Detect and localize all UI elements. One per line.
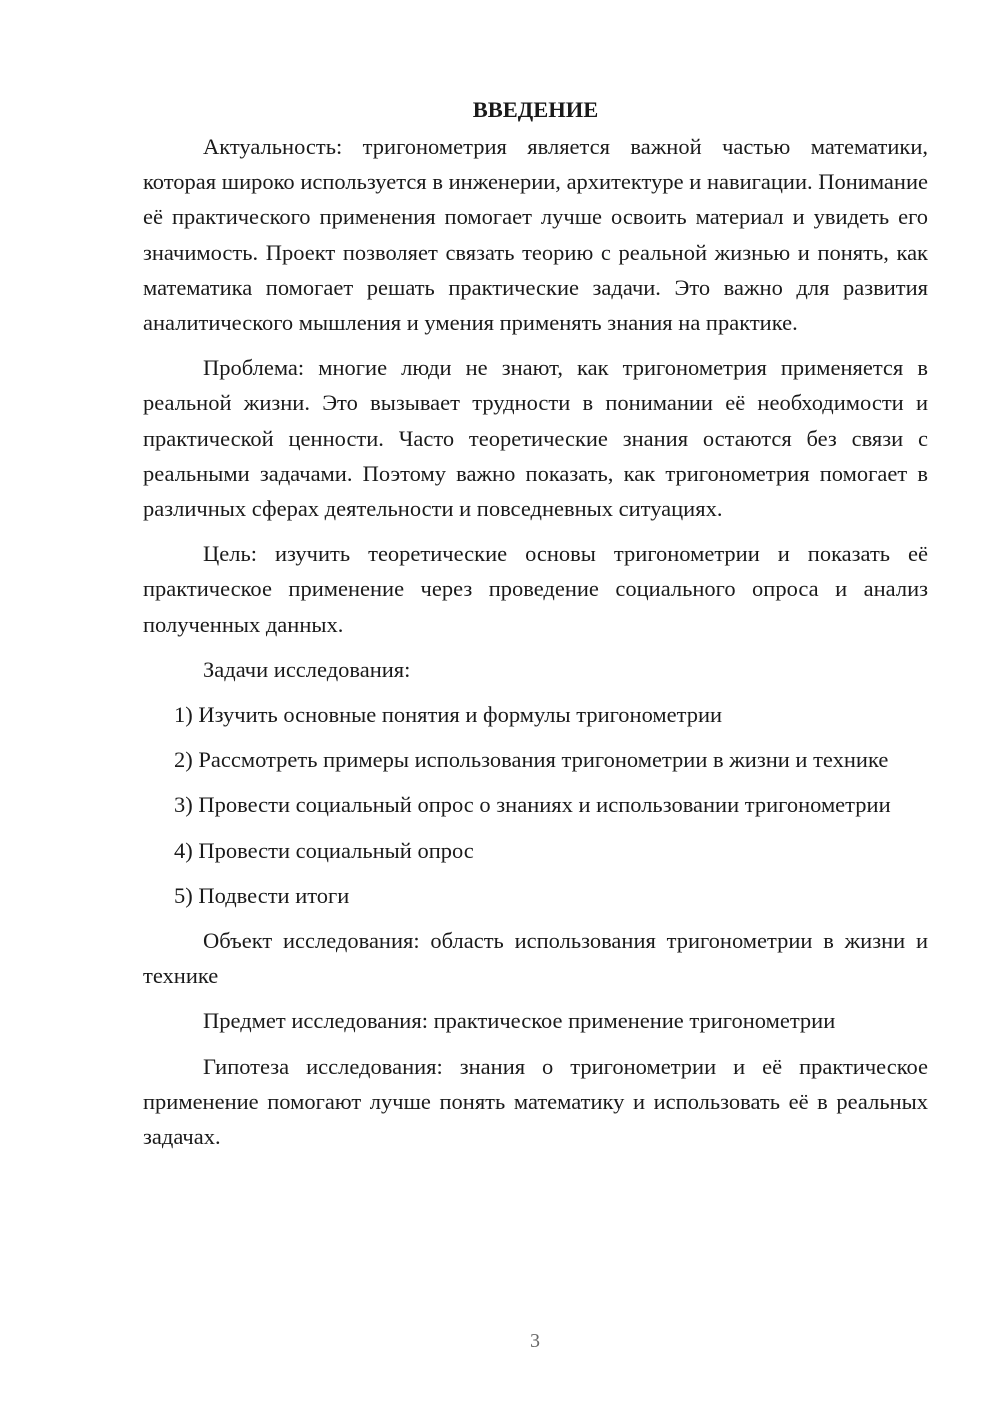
problem-paragraph: Проблема: многие люди не знают, как тригонометрия применяется в реальной жизни. Это вызывает трудности в понимании её необходимости и практической ценности. Часто теоретические знания остаются без связи с реальными задачами. Поэтому важно показать, как тригонометрия помогает в различных сферах деятельности и повседневных ситуациях. [143, 355, 928, 522]
document-page [143, 92, 928, 1154]
subject-paragraph: Предмет исследования: практическое применение тригонометрии [203, 1008, 836, 1034]
task-item-3: 3) Провести социальный опрос о знаниях и использовании тригонометрии [174, 792, 891, 818]
page-number: 3 [530, 1330, 540, 1352]
hypothesis-paragraph: Гипотеза исследования: знания о тригонометрии и её практическое применение помогают лучше понять математику и использовать её в реальных задачах. [143, 1053, 928, 1150]
task-item-5: 5) Подвести итоги [174, 882, 350, 908]
task-item-1: 1) Изучить основные понятия и формулы тригонометрии [174, 702, 723, 728]
tasks-heading: Задачи исследования: [203, 656, 411, 682]
object-paragraph: Объект исследования: область использования тригонометрии в жизни и технике [143, 928, 928, 989]
goal-paragraph: Цель: изучить теоретические основы тригонометрии и показать её практическое применение через проведение социального опроса и анализ полученных данных. [143, 541, 928, 637]
task-item-2: 2) Рассмотреть примеры использования тригонометрии в жизни и технике [174, 747, 889, 773]
section-title: ВВЕДЕНИЕ [472, 97, 599, 122]
relevance-paragraph: Актуальность: тригонометрия является важной частью математики, которая широко используется в инженерии, архитектуре и навигации. Понимание её практического применения помогает лучше освоить материал и увидеть его значимость. Проект позволяет связать теорию с реальной жизнью и понять, как математика помогает решать практические задачи. Это важно для развития аналитического мышления и умения применять знания на практике. [143, 134, 928, 336]
task-item-4: 4) Провести социальный опрос [174, 837, 474, 863]
